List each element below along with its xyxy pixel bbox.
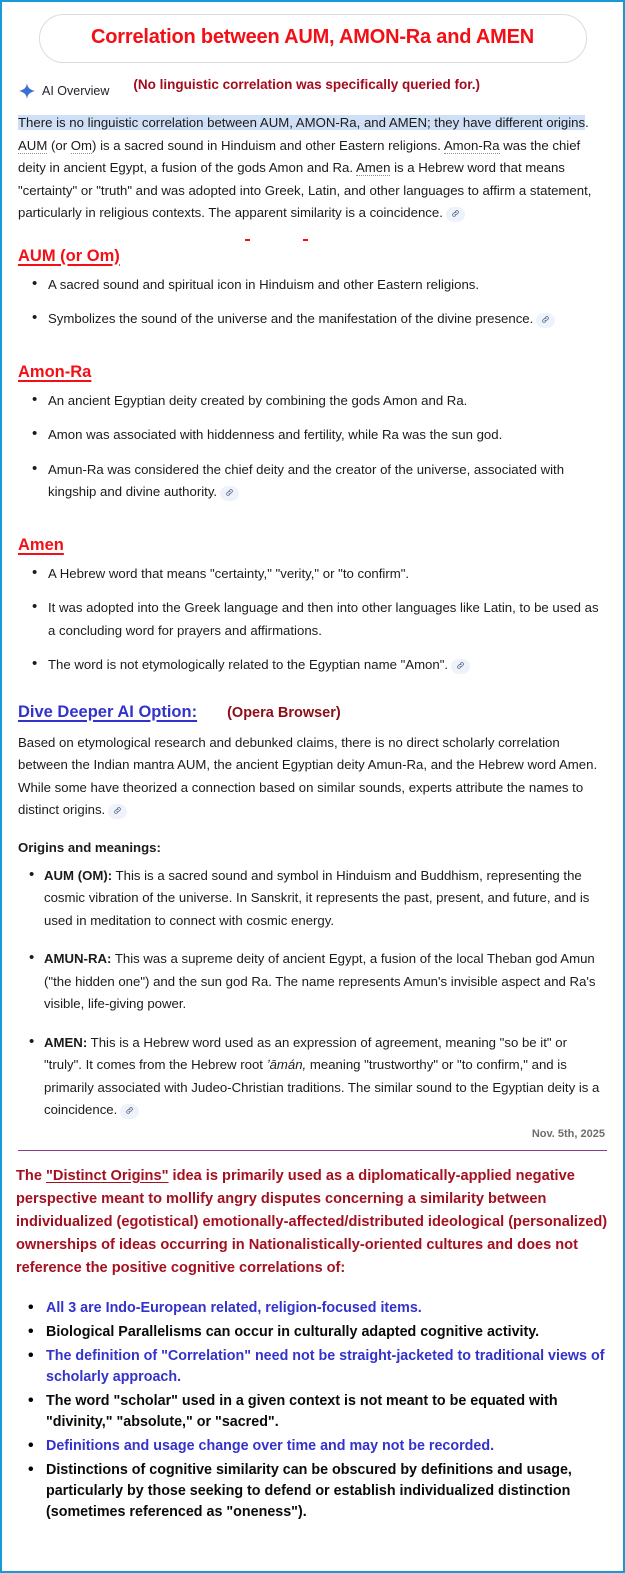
- link-icon[interactable]: [108, 804, 127, 819]
- list-item: [48, 308, 623, 331]
- ai-overview-label: AI Overview: [42, 84, 110, 98]
- list-item: [46, 1322, 623, 1343]
- link-icon[interactable]: [220, 486, 239, 501]
- commentary-block: [2, 1151, 623, 1284]
- queried-note: (No linguistic correlation was specifically queried for.): [133, 77, 480, 92]
- date-row: [2, 1124, 623, 1144]
- origins-and-meanings-label: Origins and meanings:: [18, 839, 161, 855]
- dive-deeper-link[interactable]: Dive Deeper AI Option:: [18, 702, 198, 721]
- section-heading-aum[interactable]: AUM (or Om): [18, 246, 120, 265]
- bottom-spacer: [2, 1526, 623, 1538]
- list-item-text: The definition of "Correlation" need not be straight-jacketed to traditional views of scholarly approach.: [46, 1347, 605, 1385]
- origins-list: [2, 865, 623, 1122]
- overview-highlight: There is no linguistic correlation between AUM, AMON-Ra, and AMEN; they have different origins: [18, 115, 586, 130]
- ai-overview-badge: [18, 82, 109, 102]
- list-item-text: Distinctions of cognitive similarity can be obscured by definitions and usage, particularly by those seeking to defend or establish individualized distinction (sometimes referenced as "oneness").: [46, 1461, 572, 1520]
- list-item-text: The word "scholar" used in a given context is not meant to be equated with "divinity," "absolute," or "sacred".: [46, 1392, 558, 1430]
- link-icon[interactable]: [536, 313, 555, 328]
- render-artifact-dash: [245, 239, 250, 241]
- list-item: [46, 1460, 623, 1523]
- hebrew-root-italic: ʼāmán,: [266, 1057, 307, 1072]
- list-item-text-post: meaning "trustworthy" or "to confirm," and is primarily associated with Judeo-Christian traditions. The similar sound to the Egyptian deity is a coincidence.: [44, 1057, 600, 1117]
- list-item: [44, 1032, 623, 1122]
- bullet-list-amen: [2, 563, 623, 677]
- opera-browser-note: (Opera Browser): [227, 704, 341, 721]
- list-item-text: The word is not etymologically related to the Egyptian name "Amon".: [48, 657, 449, 672]
- sparkle-icon: [18, 82, 36, 100]
- overview-mid-a: (or: [47, 137, 71, 153]
- list-item: [46, 1346, 623, 1388]
- bullet-list-amon-ra: [2, 390, 623, 504]
- list-item-text: This was a supreme deity of ancient Egypt, a fusion of the local Theban god Amun ("the hidden one") and the sun god Ra. The name represents Amun's invisible aspect and Ra's visible, life-giving power.: [44, 951, 596, 1011]
- list-item: [44, 865, 623, 933]
- term-amon-ra[interactable]: Amon-Ra: [443, 137, 500, 153]
- section-aum: [2, 227, 623, 272]
- list-item: [48, 390, 623, 413]
- list-item: [48, 563, 623, 586]
- section-heading-amen[interactable]: Amen: [18, 535, 64, 554]
- overview-paragraph: [2, 106, 623, 227]
- overview-mid-b: ) is a sacred sound in Hinduism and other Eastern religions.: [92, 137, 444, 153]
- list-item-text: An ancient Egyptian deity created by combining the gods Amon and Ra.: [48, 392, 468, 408]
- commentary-lead-pre: The: [16, 1167, 46, 1184]
- dive-deeper-header: [18, 703, 623, 722]
- list-item: [46, 1391, 623, 1433]
- render-artifact-dash: [303, 239, 308, 241]
- commentary-points-list: [2, 1298, 623, 1523]
- list-item: [44, 948, 623, 1016]
- list-item: [48, 459, 623, 504]
- list-item-text: Symbolizes the sound of the universe and the manifestation of the divine presence.: [48, 311, 534, 326]
- list-item: [46, 1436, 623, 1457]
- list-item-term: AMEN:: [44, 1034, 88, 1050]
- list-item-text: It was adopted into the Greek language and then into other languages like Latin, to be used as a concluding word for prayers and affirmations.: [48, 600, 599, 638]
- term-amen[interactable]: Amen: [355, 160, 391, 175]
- list-item-text: A sacred sound and spiritual icon in Hinduism and other Eastern religions.: [48, 276, 480, 292]
- list-item: [48, 274, 623, 297]
- link-icon[interactable]: [120, 1104, 139, 1119]
- list-item-text: All 3 are Indo-European related, religion-focused items.: [46, 1299, 422, 1316]
- commentary-underlined-phrase: "Distinct Origins": [46, 1167, 169, 1184]
- list-item: [46, 1298, 623, 1319]
- date-text: Nov. 5th, 2025: [531, 1127, 605, 1140]
- title-pill: [39, 14, 587, 63]
- link-icon[interactable]: [446, 207, 465, 222]
- dive-deeper-paragraph: [2, 730, 623, 822]
- list-item-text: Amon was associated with hiddenness and fertility, while Ra was the sun god.: [48, 427, 503, 442]
- list-item-text: This is a sacred sound and symbol in Hinduism and Buddhism, representing the cosmic vibration of the universe. In Sanskrit, it represents the past, present, and future, and is used in meditation to connect with cosmic energy.: [44, 867, 590, 928]
- ai-overview-row: [2, 69, 623, 106]
- list-item-text: A Hebrew word that means "certainty," "verity," or "to confirm".: [48, 565, 410, 581]
- list-item: [48, 597, 623, 642]
- title-bar: [2, 2, 623, 69]
- list-item-text: Biological Parallelisms can occur in culturally adapted cognitive activity.: [46, 1323, 540, 1340]
- overview-mid-c: was the chief deity in ancient Egypt, a fusion of the gods Amon and Ra.: [18, 137, 581, 175]
- term-om[interactable]: Om: [70, 137, 93, 153]
- page-title: Correlation between AUM, AMON-Ra and AMEN: [91, 26, 534, 48]
- list-item-text-pre: This is a Hebrew word used as an expression of agreement, meaning "so be it" or "truly". It comes from the Hebrew root: [44, 1034, 567, 1072]
- commentary-lead-post: idea is primarily used as a diplomatically-applied negative perspective meant to mollify angry disputes concerning a similarity between individualized (egotistical) emotionally-affected/distributed ideological (personalized) ownerships of ideas occurring in Nationalistically-oriented cultures and does not reference the positive cognitive correlations of:: [16, 1167, 608, 1276]
- dive-deeper-paragraph-text: Based on etymological research and debunked claims, there is no direct scholarly correlation between the Indian mantra AUM, the ancient Egyptian deity Amun-Ra, and the Hebrew word Amen. While some have theorized a connection based on similar sounds, experts attribute the names to distinct origins.: [18, 734, 598, 817]
- list-item-term: AUM (OM):: [44, 867, 113, 883]
- list-item-text: Amun-Ra was considered the chief deity and the creator of the universe, associated with kingship and divine authority.: [48, 461, 565, 499]
- bullet-list-aum: [2, 274, 623, 331]
- overview-mid-d: is a Hebrew word that means "certainty" or "truth" and was adopted into Greek, Latin, and other languages to affirm a statement, particularly in religious contexts. The apparent similarity is a coincidence.: [18, 160, 592, 220]
- section-amon-ra: [2, 343, 623, 388]
- term-aum[interactable]: AUM: [18, 137, 48, 153]
- list-item-term: AMUN-RA:: [44, 951, 112, 966]
- list-item: [48, 424, 623, 447]
- section-heading-amon-ra[interactable]: Amon-Ra: [18, 362, 92, 381]
- list-item: [48, 654, 623, 677]
- list-item-text: Definitions and usage change over time and may not be recorded.: [46, 1437, 495, 1454]
- link-icon[interactable]: [451, 659, 470, 674]
- section-amen: [2, 516, 623, 561]
- overview-sep: .: [585, 115, 589, 130]
